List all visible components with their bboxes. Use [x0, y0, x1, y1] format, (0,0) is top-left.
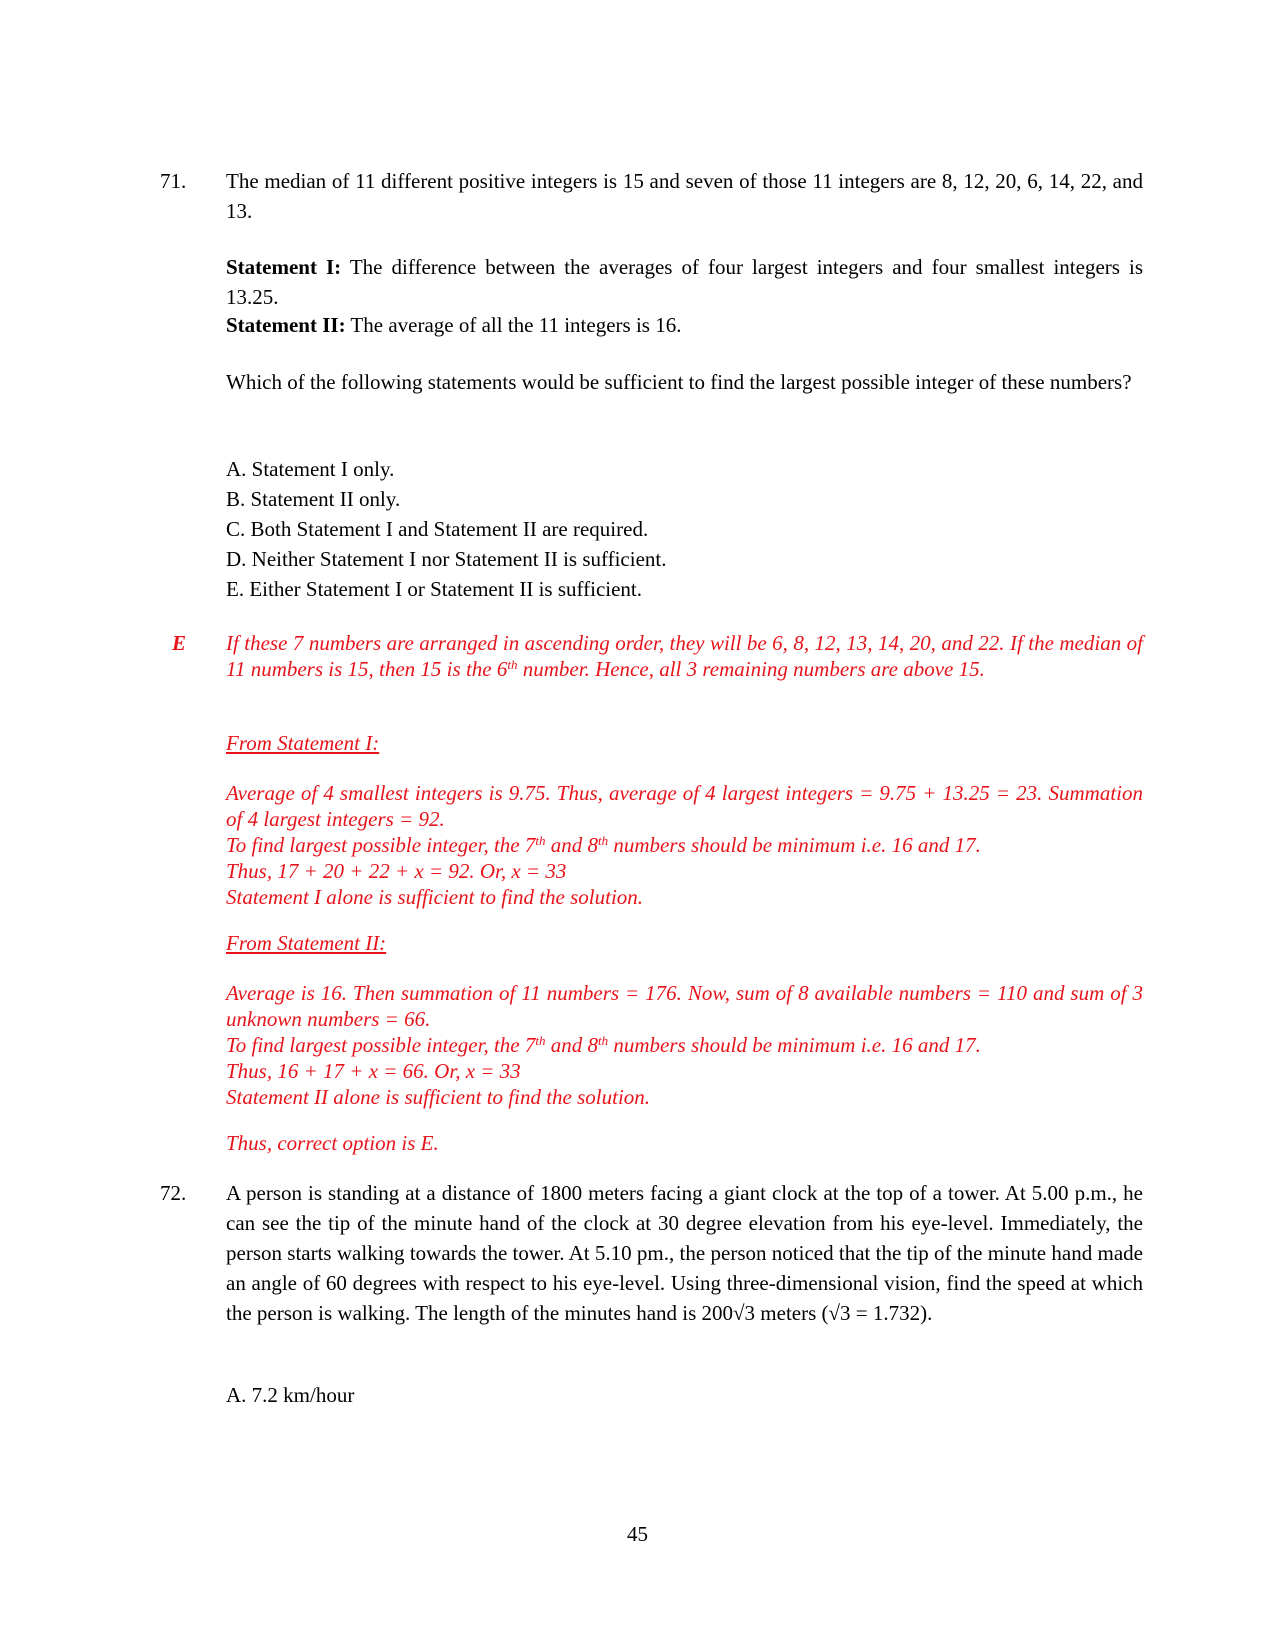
question-71-text: The median of 11 different positive integers is 15 and seven of those 11 integers are 8, 12, 20, 6, 14, 22, and 13. [226, 169, 1143, 223]
page-number: 45 [627, 1522, 648, 1546]
statement-1-heading: From Statement I: [226, 731, 380, 755]
superscript: th [598, 1033, 609, 1048]
option-e: E. Either Statement I or Statement II is sufficient. [226, 577, 643, 601]
solution-line [226, 832, 1143, 858]
statement-2 [226, 310, 1143, 340]
statement-2-solution [226, 980, 1143, 1110]
statement-2-heading: From Statement II: [226, 931, 387, 955]
question-number-72: 72. [160, 1181, 187, 1205]
solution-part: numbers should be minimum i.e. 16 and 17. [608, 833, 981, 857]
options-list-71 [226, 454, 1143, 604]
solution-line [226, 1032, 1143, 1058]
statement-1-text: The difference between the averages of four largest integers and four smallest integers is 13.25. [226, 255, 1143, 309]
statement-1-solution [226, 780, 1143, 910]
statement-2-text: The average of all the 11 integers is 16. [345, 313, 682, 337]
question-71-prompt: Which of the following statements would be sufficient to find the largest possible integer of these numbers? [226, 370, 1132, 394]
superscript: th [535, 1033, 546, 1048]
option-a: A. Statement I only. [226, 457, 395, 481]
option-d: D. Neither Statement I nor Statement II is sufficient. [226, 547, 667, 571]
statement-1-label: Statement I: [226, 255, 342, 279]
solution-intro [226, 630, 1143, 682]
superscript: th [535, 833, 546, 848]
solution-line: Average is 16. Then summation of 11 numbers = 176. Now, sum of 8 available numbers = 110 and sum of 3 unknown numbers = 66. [226, 981, 1143, 1031]
solution-intro-part: If these 7 numbers are arranged in ascending order, they will be 6, 8, 12, 13, 14, 20, and 22. If the median of 11 numbers is 15, then 15 is the 6 [226, 631, 1143, 681]
statement-1 [226, 252, 1143, 312]
solution-part: and 8 [545, 1033, 598, 1057]
solution-line: Thus, 17 + 20 + 22 + x = 92. Or, x = 33 [226, 859, 567, 883]
option-a-72: A. 7.2 km/hour [226, 1383, 355, 1407]
statement-2-label: Statement II: [226, 313, 346, 337]
solution-conclusion: Thus, correct option is E. [226, 1131, 439, 1155]
solution-line: Statement II alone is sufficient to find the solution. [226, 1085, 651, 1109]
option-b: B. Statement II only. [226, 487, 401, 511]
question-72-text: A person is standing at a distance of 1800 meters facing a giant clock at the top of a tower. At 5.00 p.m., he can see the tip of the minute hand of the clock at 30 degree elevation from his eye-level. Immediately, the person starts walking towards the tower. At 5.10 pm., the person noticed that the tip of the minute hand made an angle of 60 degrees with respect to his eye-level. Using three-dimensional vision, find the speed at which the person is walking. The length of the minutes hand is 200√3 meters (√3 = 1.732). [226, 1181, 1143, 1325]
answer-key: E [172, 631, 187, 655]
solution-part: numbers should be minimum i.e. 16 and 17. [608, 1033, 981, 1057]
superscript: th [598, 833, 609, 848]
question-number-71: 71. [160, 169, 187, 193]
option-c: C. Both Statement I and Statement II are required. [226, 517, 649, 541]
solution-intro-part: number. Hence, all 3 remaining numbers are above 15. [517, 657, 985, 681]
solution-line: Thus, 16 + 17 + x = 66. Or, x = 33 [226, 1059, 521, 1083]
solution-part: To find largest possible integer, the 7 [226, 833, 536, 857]
solution-line: Average of 4 smallest integers is 9.75. Thus, average of 4 largest integers = 9.75 + 13.25 = 23. Summation of 4 largest integers = 92. [226, 781, 1143, 831]
solution-part: To find largest possible integer, the 7 [226, 1033, 536, 1057]
solution-part: and 8 [545, 833, 598, 857]
solution-line: Statement I alone is sufficient to find the solution. [226, 885, 644, 909]
superscript: th [507, 657, 518, 672]
